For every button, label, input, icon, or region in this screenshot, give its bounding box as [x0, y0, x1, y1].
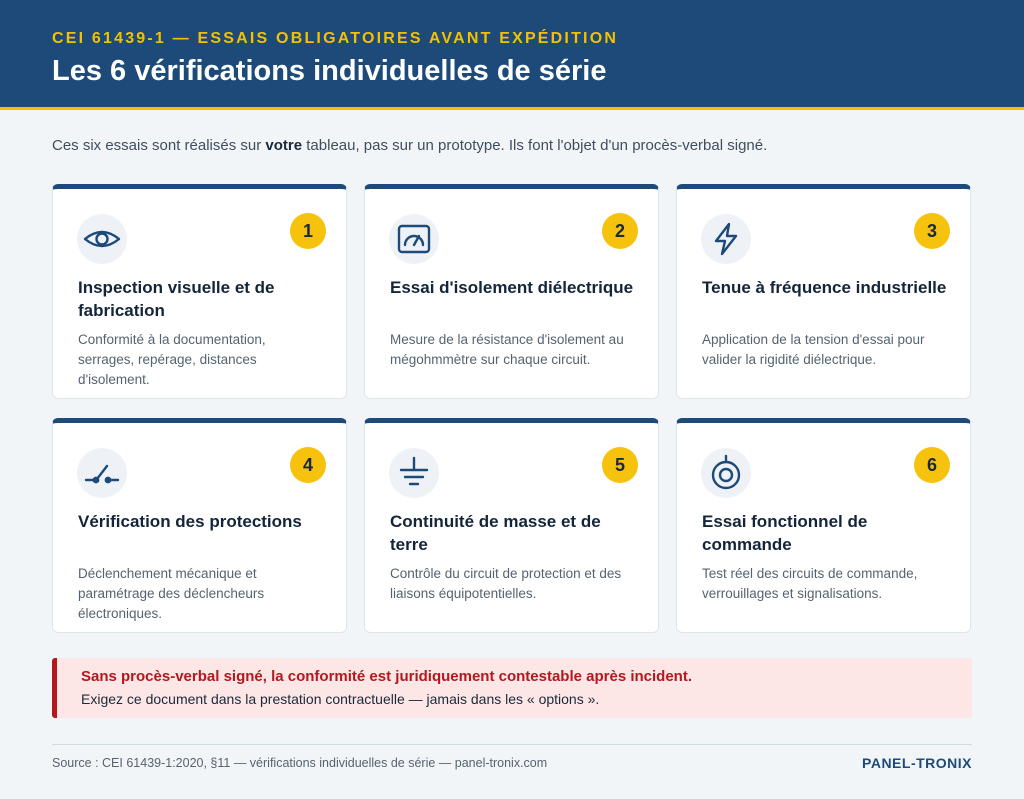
- card-title: Vérification des protections: [78, 512, 302, 531]
- test-card-6: [676, 418, 971, 633]
- step-number-badge: 2: [602, 213, 638, 249]
- test-card-4: [52, 418, 347, 633]
- control-button-icon: [701, 448, 751, 498]
- intro-emphasis: votre: [265, 137, 303, 154]
- card-description: Conformité à la documentation, serrages, repérage, distances d'isolement.: [78, 332, 266, 387]
- source-citation: Source : CEI 61439-1:2020, §11 — vérifications individuelles de série — panel-tronix.com: [52, 756, 548, 770]
- step-number-badge: 3: [914, 213, 950, 249]
- step-number-badge: 5: [602, 447, 638, 483]
- card-title: Continuité de masse et de terre: [390, 512, 601, 554]
- card-description: Déclenchement mécanique et paramétrage des déclencheurs électroniques.: [78, 566, 265, 621]
- card-description: Application de la tension d'essai pour valider la rigidité diélectrique.: [702, 332, 925, 367]
- footer-divider: [52, 744, 972, 745]
- card-title: Inspection visuelle et de fabrication: [78, 278, 275, 320]
- intro-text: Ces six essais sont réalisés sur votre tableau, pas sur un prototype. Ils font l'objet d'un procès-verbal signé.: [52, 137, 768, 154]
- header-kicker: CEI 61439-1 — ESSAIS OBLIGATOIRES AVANT EXPÉDITION: [52, 30, 619, 47]
- lightning-icon: [701, 214, 751, 264]
- test-card-5: [364, 418, 659, 633]
- step-number-badge: 1: [290, 213, 326, 249]
- card-description: Mesure de la résistance d'isolement au mégohmmètre sur chaque circuit.: [390, 332, 624, 367]
- step-number-badge: 6: [914, 447, 950, 483]
- eye-icon: [77, 214, 127, 264]
- card-description: Test réel des circuits de commande, verrouillages et signalisations.: [702, 566, 918, 601]
- test-card-3: [676, 184, 971, 399]
- header-banner: [0, 0, 1024, 110]
- switch-icon: [77, 448, 127, 498]
- page-title: Les 6 vérifications individuelles de série: [52, 55, 607, 87]
- warning-title: Sans procès-verbal signé, la conformité est juridiquement contestable après incident.: [81, 668, 693, 685]
- test-card-2: [364, 184, 659, 399]
- brand-logo-text: PANEL-TRONIX: [862, 755, 972, 771]
- card-description: Contrôle du circuit de protection et des liaisons équipotentielles.: [390, 566, 622, 601]
- card-title: Essai fonctionnel de commande: [702, 512, 868, 554]
- card-title: Essai d'isolement diélectrique: [390, 278, 634, 297]
- test-card-1: [52, 184, 347, 399]
- step-number-badge: 4: [290, 447, 326, 483]
- ground-icon: [389, 448, 439, 498]
- warning-callout: [52, 658, 972, 718]
- gauge-icon: [389, 214, 439, 264]
- card-title: Tenue à fréquence industrielle: [702, 278, 947, 297]
- warning-text: Exigez ce document dans la prestation contractuelle — jamais dans les « options ».: [81, 691, 600, 707]
